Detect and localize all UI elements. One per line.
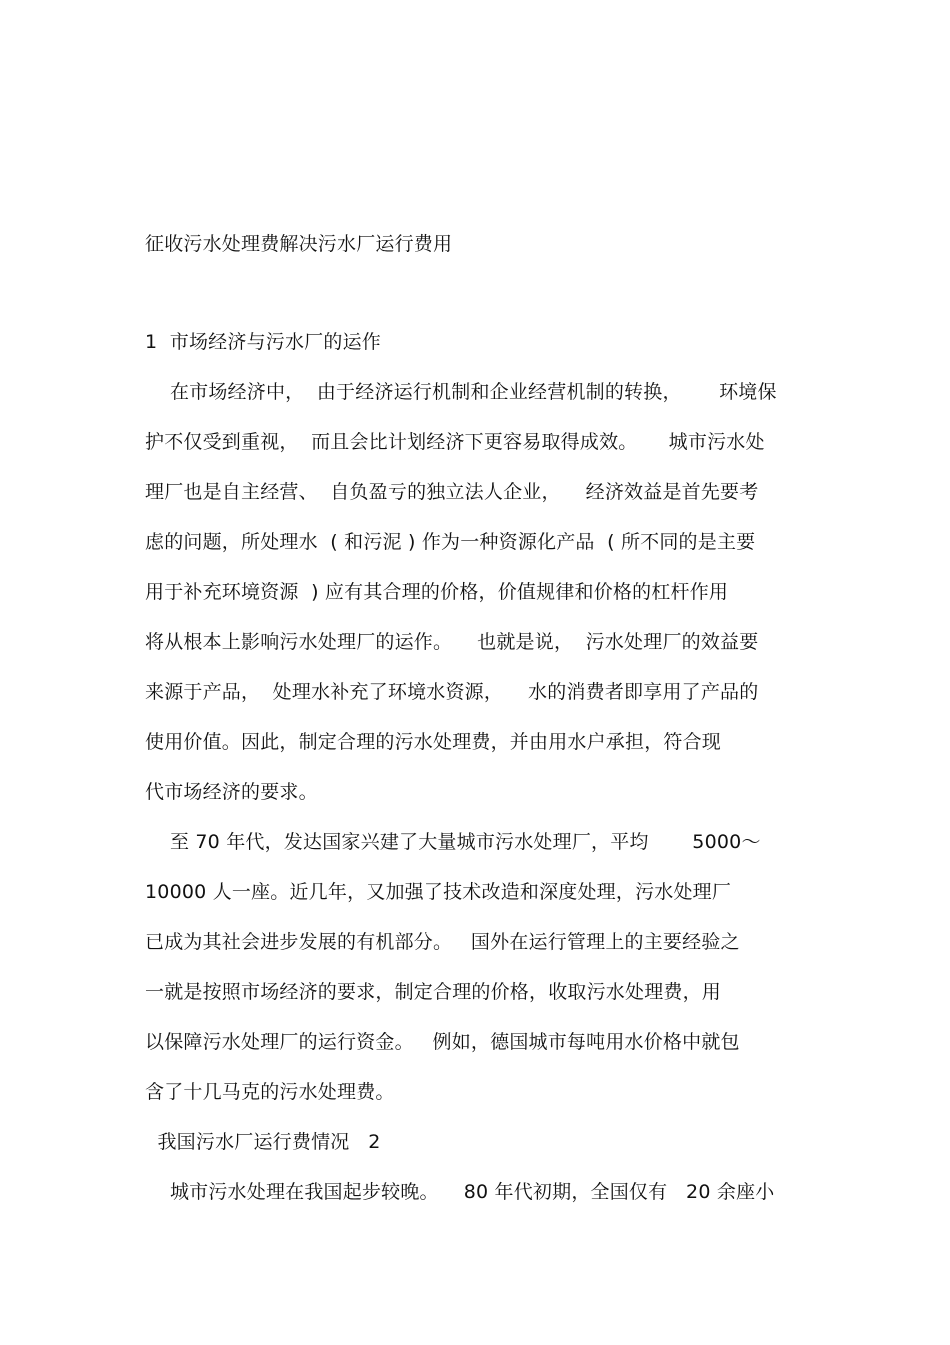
paragraph-line: 理厂也是自主经营、 自负盈亏的独立法人企业， 经济效益是首先要考 — [145, 481, 759, 503]
paragraph-line: 以保障污水处理厂的运行资金。 例如，德国城市每吨用水价格中就包 — [145, 1031, 740, 1053]
paragraph-line: 一就是按照市场经济的要求，制定合理的价格，收取污水处理费，用 — [145, 981, 722, 1003]
paragraph-line: 用于补充环境资源 ) 应有其合理的价格，价值规律和价格的杠杆作用 — [145, 581, 729, 603]
paragraph-line: 在市场经济中， 由于经济运行机制和企业经营机制的转换， 环境保 — [145, 381, 777, 403]
paragraph-line: 使用价值。因此，制定合理的污水处理费，并由用水户承担，符合现 — [145, 731, 722, 753]
section-heading-1: 1 市场经济与污水厂的运作 — [145, 331, 381, 353]
paragraph-line: 虑的问题，所处理水 ( 和污泥 ) 作为一种资源化产品 ( 所不同的是主要 — [145, 531, 756, 553]
paragraph-line: 含了十几马克的污水处理费。 — [145, 1081, 395, 1103]
paragraph-line: 来源于产品， 处理水补充了环境水资源， 水的消费者即享用了产品的 — [145, 681, 759, 703]
paragraph-line: 已成为其社会进步发展的有机部分。 国外在运行管理上的主要经验之 — [145, 931, 740, 953]
document-title: 征收污水处理费解决污水厂运行费用 — [145, 233, 453, 255]
paragraph-line: 代市场经济的要求。 — [145, 781, 318, 803]
paragraph-line: 至 70 年代，发达国家兴建了大量城市污水处理厂，平均 5000～ — [145, 831, 761, 853]
section-heading-2: 我国污水厂运行费情况 2 — [145, 1131, 381, 1153]
paragraph-line: 城市污水处理在我国起步较晚。 80 年代初期，全国仅有 20 余座小 — [145, 1181, 775, 1203]
paragraph-line: 10000 人一座。近几年，又加强了技术改造和深度处理，污水处理厂 — [145, 881, 732, 903]
paragraph-line: 将从根本上影响污水处理厂的运作。 也就是说， 污水处理厂的效益要 — [145, 631, 759, 653]
paragraph-line: 护不仅受到重视， 而且会比计划经济下更容易取得成效。 城市污水处 — [145, 431, 765, 453]
